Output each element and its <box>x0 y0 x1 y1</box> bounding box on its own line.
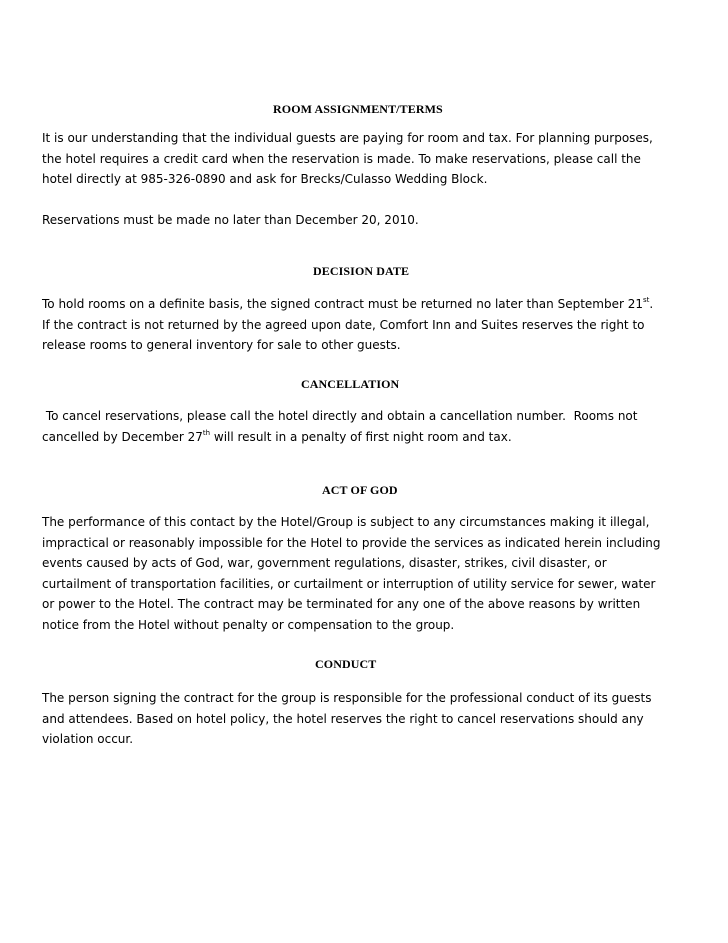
ordinal-suffix: st <box>643 296 650 304</box>
section-heading-conduct: CONDUCT <box>315 657 377 671</box>
paragraph-line: It is our understanding that the individual guests are paying for room and tax. For planning purposes, <box>42 131 653 145</box>
paragraph-line <box>42 294 702 315</box>
paragraph-line: impractical or reasonably impossible for the Hotel to provide the services as indicated herein including <box>42 535 661 550</box>
paragraph-line: To cancel reservations, please call the hotel directly and obtain a cancellation number. Rooms not <box>42 409 638 423</box>
paragraph-line: release rooms to general inventory for sale to other guests. <box>42 338 401 352</box>
conduct-paragraph <box>42 688 702 750</box>
paragraph-line: Reservations must be made no later than December 20, 2010. <box>42 213 419 227</box>
paragraph-line: the hotel requires a credit card when the reservation is made. To make reservations, please call the <box>42 151 641 166</box>
paragraph-line: curtailment of transportation facilities, or curtailment or interruption of utility service for sewer, water <box>42 576 656 591</box>
section-heading-decision-date: DECISION DATE <box>313 264 410 278</box>
paragraph-line: notice from the Hotel without penalty or compensation to the group. <box>42 617 455 632</box>
paragraph-line: The performance of this contact by the Hotel/Group is subject to any circumstances making it illegal, <box>42 515 650 529</box>
paragraph-line: and attendees. Based on hotel policy, the hotel reserves the right to cancel reservations should any <box>42 711 644 726</box>
section-heading-cancellation: CANCELLATION <box>301 377 400 391</box>
paragraph-line: If the contract is not returned by the agreed upon date, Comfort Inn and Suites reserves the right to <box>42 317 645 332</box>
paragraph-line: violation occur. <box>42 732 134 746</box>
line-end: . <box>649 297 654 311</box>
reservation-deadline-paragraph <box>42 210 702 231</box>
paragraph-line: events caused by acts of God, war, government regulations, disaster, strikes, civil disaster, or <box>42 556 607 570</box>
decision-date-paragraph <box>42 294 702 356</box>
line-end: will result in a penalty of first night room and tax. <box>210 429 512 444</box>
paragraph-line: or power to the Hotel. The contract may be terminated for any one of the above reasons by written <box>42 597 641 611</box>
cancellation-paragraph <box>42 406 702 447</box>
room-assignment-paragraph <box>42 128 702 190</box>
ordinal-suffix: th <box>202 428 211 437</box>
line-text: To hold rooms on a definite basis, the signed contract must be returned no later than September 21 <box>42 297 643 311</box>
act-of-god-paragraph <box>42 512 702 635</box>
paragraph-line: The person signing the contract for the group is responsible for the professional conduct of its guests <box>42 691 652 705</box>
paragraph-line <box>42 427 702 448</box>
section-heading-room-assignment: ROOM ASSIGNMENT/TERMS <box>273 102 443 116</box>
paragraph-line: hotel directly at 985-326-0890 and ask for Brecks/Culasso Wedding Block. <box>42 172 488 186</box>
line-text: cancelled by December 27 <box>42 429 203 444</box>
section-heading-act-of-god: ACT OF GOD <box>322 483 398 497</box>
